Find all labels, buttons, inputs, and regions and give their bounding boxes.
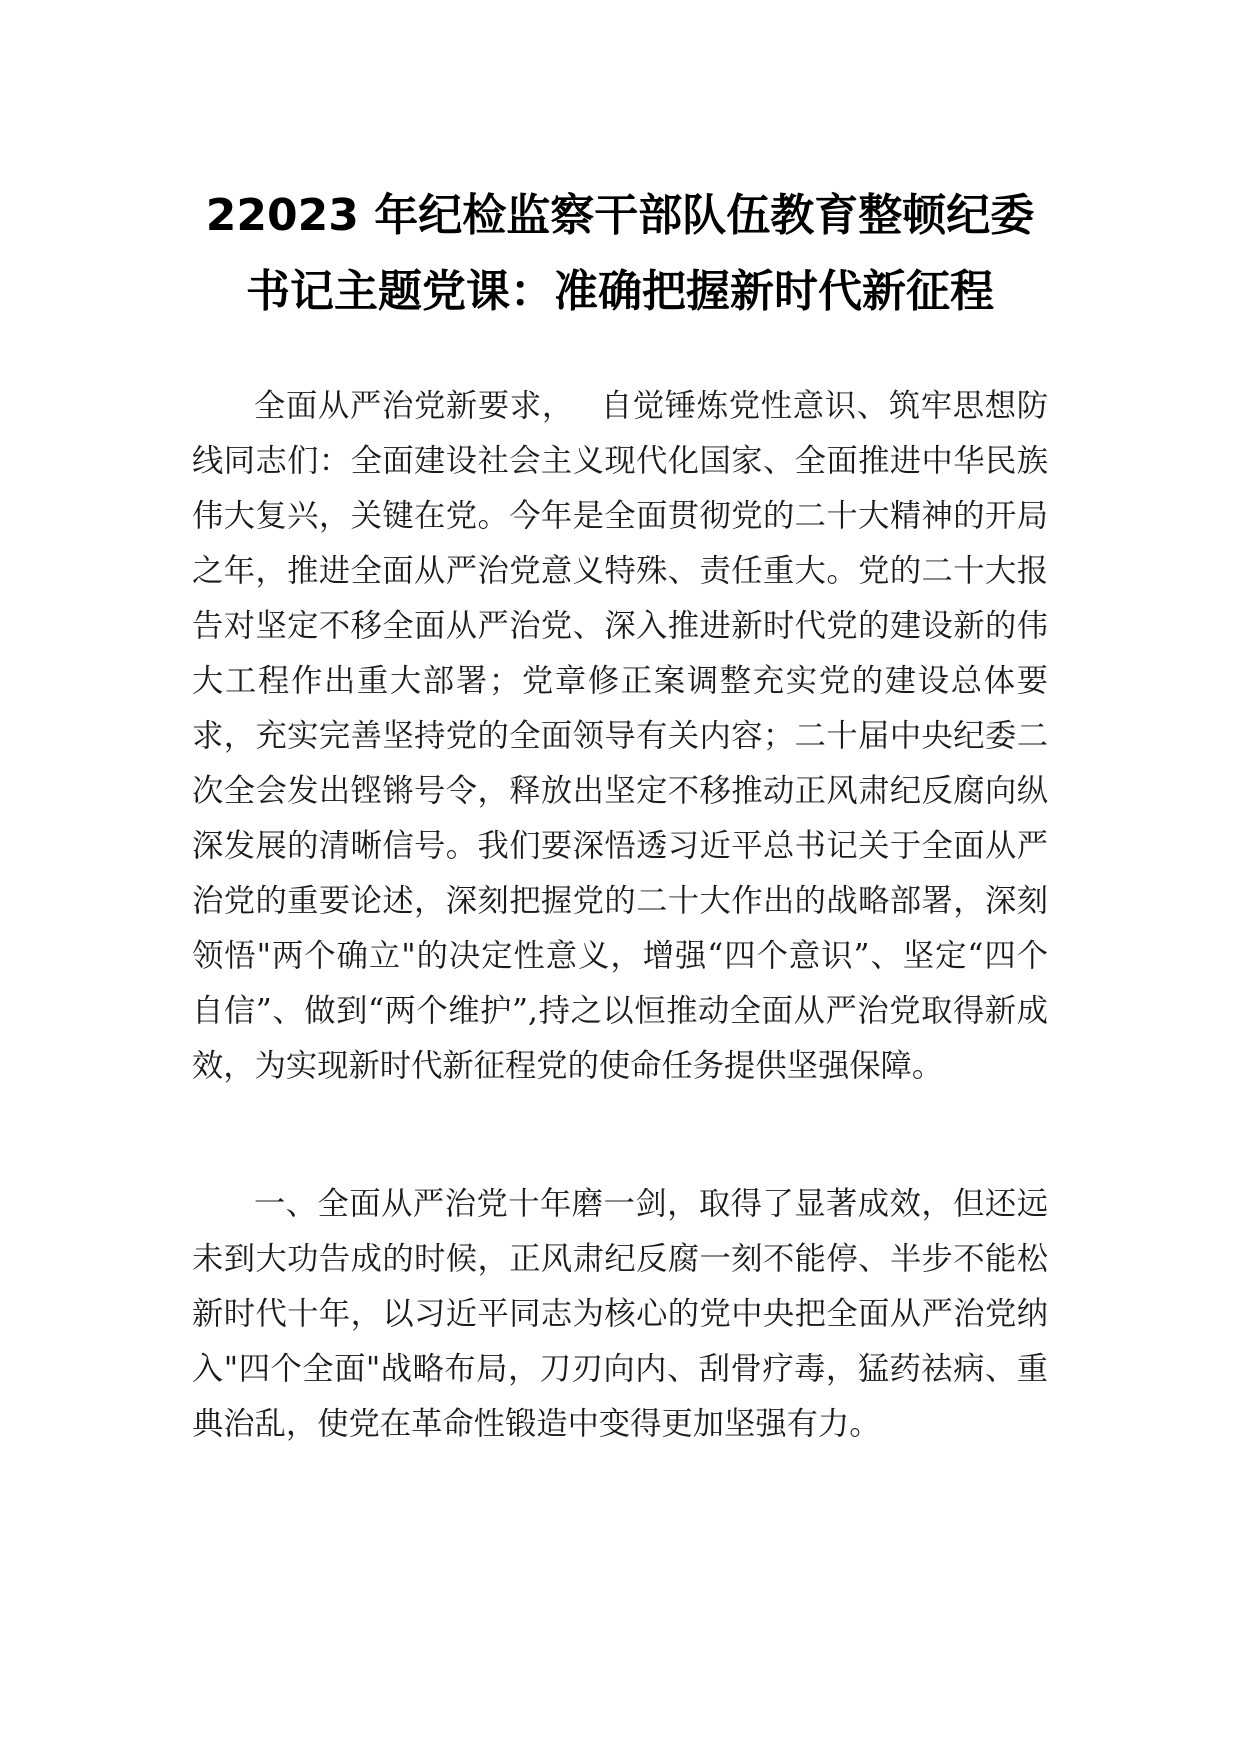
- body-paragraph-section-1: 一、全面从严治党十年磨一剑，取得了显著成效，但还远未到大功告成的时候，正风肃纪反腐一刻不能停、半步不能松新时代十年，以习近平同志为核心的党中央把全面从严治党纳入"四个全面"战略布局，刀刃向内、刮骨疗毒，猛药祛病、重典治乱，使党在革命性锻造中变得更加坚强有力。: [192, 1186, 1048, 1442]
- body-paragraph-intro: 全面从严治党新要求， 自觉锤炼党性意识、筑牢思想防线同志们：全面建设社会主义现代化国家、全面推进中华民族伟大复兴，关键在党。今年是全面贯彻党的二十大精神的开局之年，推进全面从严治党意义特殊、责任重大。党的二十大报告对坚定不移全面从严治党、深入推进新时代党的建设新的伟大工程作出重大部署；党章修正案调整充实党的建设总体要求，充实完善坚持党的全面领导有关内容；二十届中央纪委二次全会发出铿锵号令，释放出坚定不移推动正风肃纪反腐向纵深发展的清晰信号。我们要深悟透习近平总书记关于全面从严治党的重要论述，深刻把握党的二十大作出的战略部署，深刻领悟"两个确立"的决定性意义，增强“四个意识”、坚定“四个自信”、做到“两个维护”,持之以恒推动全面从严治党取得新成效，为实现新时代新征程党的使命任务提供坚强保障。: [192, 388, 1048, 1084]
- document-title-line-1: 22023 年纪检监察干部队伍教育整顿纪委: [205, 190, 1035, 241]
- document-title-line-2: 书记主题党课：准确把握新时代新征程: [246, 266, 994, 317]
